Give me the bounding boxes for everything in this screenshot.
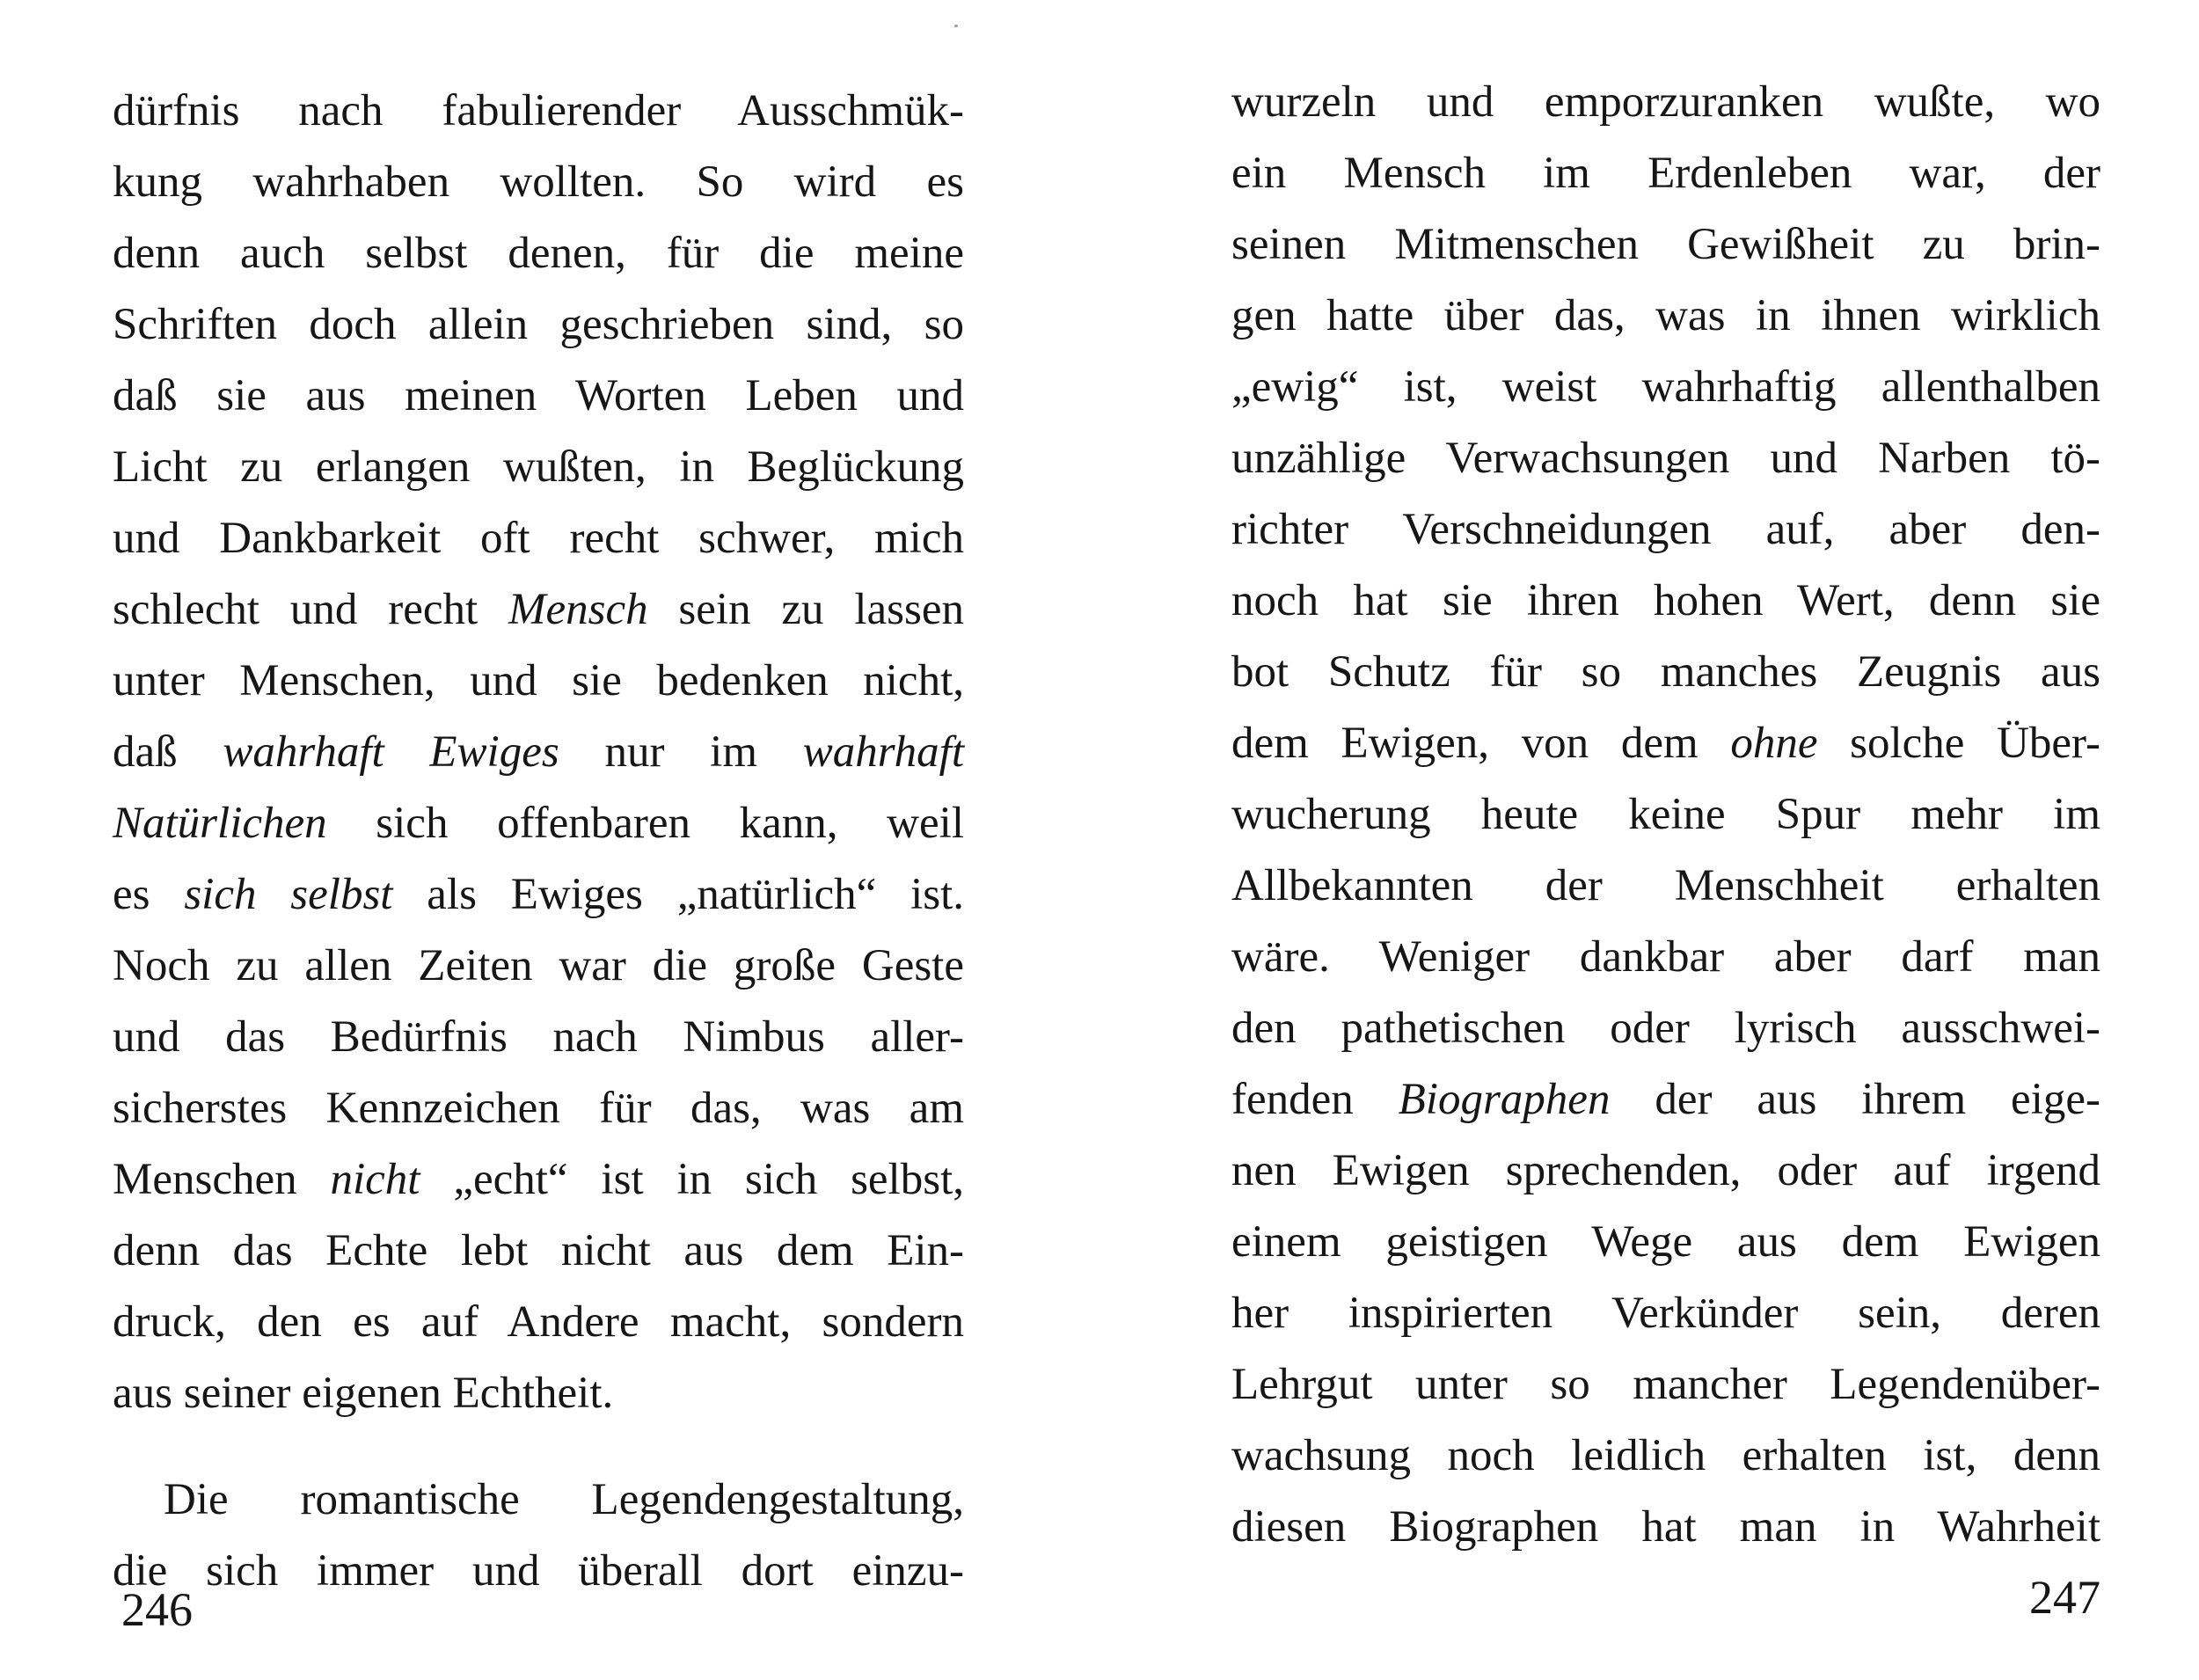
text-line — [1231, 708, 2100, 779]
right-page — [1100, 0, 2199, 1680]
text-line: und das Bedürfnis nach Nimbus aller- — [113, 1012, 964, 1062]
italic-text: wahrhaft — [802, 727, 965, 777]
text-run: solche Über- — [1817, 719, 2101, 768]
text-line: unzählige Verwachsungen und Narben tö- — [1231, 434, 2100, 483]
text-line: dürfnis nach fabulierender Ausschmük- — [113, 86, 964, 135]
text-line: „ewig“ ist, weist wahrhaftig allenthalben — [1231, 362, 2100, 412]
text-run: daß — [113, 727, 223, 777]
text-line: Lehrgut unter so mancher Legendenüber- — [1231, 1360, 2100, 1409]
italic-text: sich selbst — [184, 870, 393, 919]
text-line: Noch zu allen Zeiten war die große Geste — [113, 941, 964, 990]
page-number-left: 246 — [121, 1583, 193, 1636]
text-line: den pathetischen oder lyrisch ausschwei- — [1231, 1004, 2100, 1053]
text-line: druck, den es auf Andere macht, sondern — [113, 1297, 964, 1347]
text-run: es — [113, 870, 185, 919]
text-line: sicherstes Kennzeichen für das, was am — [113, 1084, 964, 1133]
text-line: wurzeln und emporzuranken wußte, wo — [1231, 77, 2100, 127]
text-run: Menschen — [113, 1155, 331, 1204]
italic-text: Mensch — [508, 585, 648, 634]
text-line: kung wahrhaben wollten. So wird es — [113, 157, 964, 207]
text-line — [113, 788, 964, 859]
italic-text: wahrhaft Ewiges — [223, 727, 559, 777]
paper-speck — [954, 25, 958, 27]
text-line: ein Mensch im Erdenleben war, der — [1231, 149, 2100, 198]
text-run: als Ewiges „natürlich“ ist. — [392, 870, 965, 919]
text-line: Allbekannten der Menschheit erhalten — [1231, 861, 2100, 910]
italic-text: ohne — [1730, 719, 1818, 768]
text-line: bot Schutz für so manches Zeugnis aus — [1231, 647, 2100, 697]
text-run: „echt“ ist in sich selbst, — [420, 1155, 964, 1204]
text-run: schlecht und recht — [113, 585, 508, 634]
text-line: Die romantische Legendengestaltung, — [164, 1475, 964, 1524]
text-run: dem Ewigen, von dem — [1231, 719, 1731, 768]
text-line — [1231, 1064, 2100, 1136]
right-text-block — [1231, 67, 2100, 1563]
text-line — [113, 717, 964, 788]
text-line: noch hat sie ihren hohen Wert, denn sie — [1231, 576, 2100, 625]
text-run: der aus ihrem eige- — [1610, 1075, 2100, 1124]
text-run: nur im — [559, 727, 803, 777]
text-line: daß sie aus meinen Worten Leben und — [113, 371, 964, 420]
text-line: einem geistigen Wege aus dem Ewigen — [1231, 1217, 2100, 1267]
text-line: unter Menschen, und sie bedenken nicht, — [113, 656, 964, 705]
text-line: her inspirierten Verkünder sein, deren — [1231, 1289, 2100, 1338]
text-line: wachsung noch leidlich erhalten ist, denn — [1231, 1431, 2100, 1480]
text-line: nen Ewigen sprechenden, oder auf irgend — [1231, 1146, 2100, 1195]
text-line — [113, 1144, 964, 1216]
text-line: denn das Echte lebt nicht aus dem Ein- — [113, 1226, 964, 1275]
italic-text: Biographen — [1398, 1075, 1611, 1124]
page-number-right: 247 — [2029, 1571, 2100, 1624]
italic-text: nicht — [330, 1155, 420, 1204]
text-line — [113, 574, 964, 646]
text-line: und Dankbarkeit oft recht schwer, mich — [113, 514, 964, 563]
paragraph-gap — [113, 1429, 964, 1465]
text-line: Licht zu erlangen wußten, in Beglückung — [113, 442, 964, 492]
text-line: richter Verschneidungen auf, aber den- — [1231, 505, 2100, 554]
text-run: sein zu lassen — [647, 585, 964, 634]
text-run: fenden — [1231, 1075, 1399, 1124]
text-line: Schriften doch allein geschrieben sind, so — [113, 300, 964, 349]
text-line: wucherung heute keine Spur mehr im — [1231, 790, 2100, 839]
text-line: seinen Mitmenschen Gewißheit zu brin- — [1231, 220, 2100, 269]
text-line: aus seiner eigenen Echtheit. — [113, 1369, 614, 1418]
italic-text: Natürlichen — [113, 799, 327, 848]
text-line: denn auch selbst denen, für die meine — [113, 229, 964, 278]
text-line — [113, 859, 964, 931]
text-line: gen hatte über das, was in ihnen wirklich — [1231, 291, 2100, 340]
text-line: diesen Biographen hat man in Wahrheit — [1231, 1502, 2100, 1552]
left-text-block — [113, 76, 964, 1607]
text-line: die sich immer und überall dort einzu- — [113, 1546, 964, 1596]
text-run: sich offenbaren kann, weil — [326, 799, 964, 848]
text-line: wäre. Weniger dankbar aber darf man — [1231, 932, 2100, 982]
